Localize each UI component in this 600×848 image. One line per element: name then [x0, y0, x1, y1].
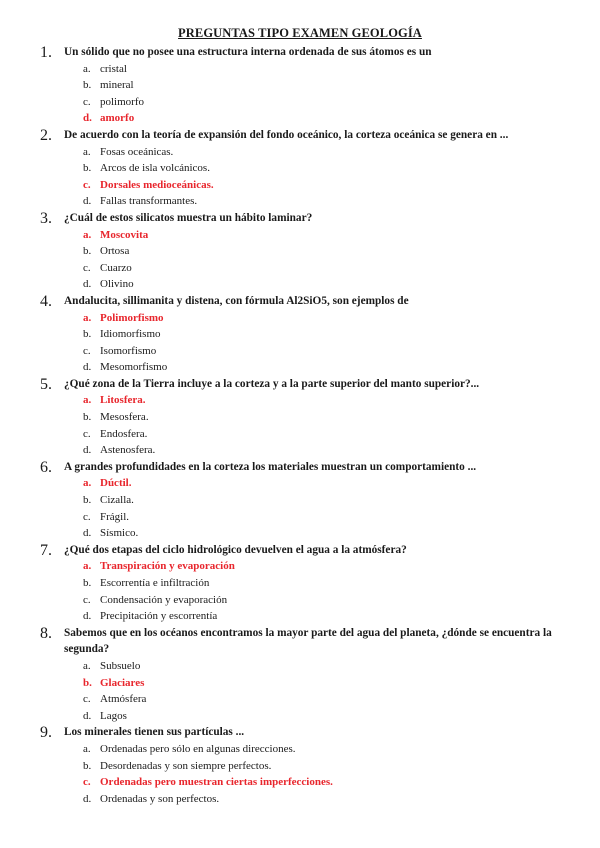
answer-option	[0, 193, 600, 210]
answer-option-correct	[0, 774, 600, 791]
option-text: Atmósfera	[100, 693, 147, 706]
question-text: ¿Cuál de estos silicatos muestra un hábito laminar?	[64, 211, 313, 224]
answer-option	[0, 691, 600, 708]
option-text: amorfo	[100, 112, 135, 125]
option-letter: c.	[83, 427, 91, 440]
option-letter: b.	[83, 577, 92, 589]
option-letter: c.	[83, 344, 91, 357]
answer-option-correct	[0, 110, 600, 127]
question-number: 4.	[40, 292, 52, 310]
answer-option	[0, 791, 600, 808]
option-letter: c.	[83, 693, 91, 706]
option-letter: c.	[83, 510, 91, 523]
option-text: Fallas transformantes.	[100, 195, 198, 208]
answer-option	[0, 426, 600, 443]
answer-option-correct	[0, 392, 600, 409]
option-letter: a.	[83, 394, 92, 407]
question-item	[0, 210, 600, 293]
question-text: Un sólido que no posee una estructura interna ordenada de sus átomos es un	[64, 46, 432, 58]
option-text: Astenosfera.	[100, 444, 156, 457]
option-letter: b.	[83, 79, 92, 92]
answer-option	[0, 442, 600, 459]
option-text: cristal	[100, 62, 127, 75]
answer-option	[0, 575, 600, 592]
answer-option	[0, 509, 600, 526]
option-letter: b.	[83, 759, 92, 772]
option-letter: a.	[83, 311, 92, 324]
option-letter: a.	[83, 477, 92, 490]
option-text: Cuarzo	[100, 261, 132, 274]
page-title: PREGUNTAS TIPO EXAMEN GEOLOGÍA	[178, 26, 422, 40]
question-item	[0, 542, 600, 625]
option-text: Idiomorfismo	[100, 328, 161, 341]
question-number: 6.	[40, 458, 52, 476]
question-text: De acuerdo con la teoría de expansión del fondo oceánico, la corteza oceánica se genera en ...	[64, 128, 509, 141]
question-text: Los minerales tienen sus partículas ...	[64, 726, 245, 739]
answer-option	[0, 359, 600, 376]
option-text: Subsuelo	[100, 659, 141, 672]
question-text: ¿Qué dos etapas del ciclo hidrológico devuelven el agua a la atmósfera?	[64, 543, 407, 556]
option-text: Condensación y evaporación	[100, 593, 228, 606]
option-text: Isomorfismo	[100, 344, 157, 357]
option-text: Ordenadas pero muestran ciertas imperfecciones.	[100, 776, 333, 789]
option-text: Mesosfera.	[100, 411, 149, 424]
option-letter: d.	[83, 527, 92, 540]
answer-option	[0, 243, 600, 260]
answer-option	[0, 409, 600, 426]
answer-option	[0, 492, 600, 509]
option-text: Litosfera.	[100, 394, 146, 407]
option-text: Frágil.	[100, 510, 130, 523]
option-text: Ordenadas y son perfectos.	[100, 792, 220, 805]
option-letter: a.	[83, 145, 91, 158]
question-number: 9.	[40, 724, 52, 742]
option-letter: d.	[83, 278, 92, 291]
option-letter: b.	[83, 676, 92, 689]
option-letter: b.	[83, 162, 92, 175]
question-text: Andalucita, sillimanita y distena, con fórmula Al2SiO5, son ejemplos de	[64, 294, 409, 307]
option-text: Moscovita	[100, 228, 149, 241]
option-letter: c.	[83, 178, 91, 191]
option-letter: a.	[83, 228, 92, 241]
answer-option	[0, 260, 600, 277]
answer-option	[0, 144, 600, 161]
question-number: 2.	[40, 126, 52, 144]
option-letter: c.	[83, 95, 91, 108]
answer-option	[0, 77, 600, 94]
option-text: Ortosa	[100, 245, 130, 258]
option-text: Endosfera.	[100, 427, 148, 440]
question-item	[0, 724, 600, 807]
option-text: Desordenadas y son siempre perfectos.	[100, 759, 272, 772]
option-text: mineral	[100, 79, 134, 92]
option-text: Cizalla.	[100, 494, 134, 507]
question-list	[0, 44, 600, 807]
answer-option	[0, 94, 600, 111]
option-text: Sísmico.	[100, 527, 139, 540]
answer-option	[0, 160, 600, 177]
answer-option	[0, 658, 600, 675]
question-number: 7.	[40, 541, 52, 559]
option-text: Fosas oceánicas.	[100, 145, 174, 158]
question-number: 3.	[40, 209, 52, 227]
option-text: Lagos	[100, 709, 127, 722]
option-letter: c.	[83, 593, 91, 606]
answer-option	[0, 741, 600, 758]
question-text: Sabemos que en los océanos encontramos la mayor parte del agua del planeta, ¿dónde se encuentra la segunda?	[64, 626, 552, 656]
option-text: Transpiración y evaporación	[100, 560, 235, 573]
option-text: Arcos de isla volcánicos.	[100, 162, 210, 175]
option-text: Mesomorfismo	[100, 361, 168, 374]
answer-option-correct	[0, 558, 600, 575]
question-item	[0, 625, 600, 725]
option-text: Dorsales medioceánicas.	[100, 178, 214, 191]
option-letter: b.	[83, 494, 92, 507]
option-letter: d.	[83, 792, 92, 805]
question-item	[0, 459, 600, 542]
option-letter: b.	[83, 411, 92, 424]
question-number: 8.	[40, 624, 52, 642]
answer-option	[0, 608, 600, 625]
answer-option	[0, 758, 600, 775]
option-letter: b.	[83, 328, 92, 341]
question-text: ¿Qué zona de la Tierra incluye a la corteza y a la parte superior del manto superior?...	[64, 377, 480, 390]
question-item	[0, 127, 600, 210]
option-text: polimorfo	[100, 95, 144, 108]
answer-option	[0, 326, 600, 343]
answer-option	[0, 592, 600, 609]
answer-option	[0, 343, 600, 360]
option-letter: d.	[83, 361, 92, 374]
option-letter: d.	[83, 444, 92, 457]
answer-option	[0, 525, 600, 542]
option-letter: a.	[83, 62, 91, 75]
answer-option	[0, 708, 600, 725]
question-item	[0, 376, 600, 459]
option-letter: d.	[83, 112, 92, 125]
answer-option-correct	[0, 177, 600, 194]
option-text: Ordenadas pero sólo en algunas direcciones.	[100, 742, 296, 755]
question-item	[0, 293, 600, 376]
option-text: Escorrentía e infiltración	[100, 577, 210, 589]
option-text: Olivino	[100, 278, 134, 291]
answer-option-correct	[0, 310, 600, 327]
option-text: Precipitación y escorrentía	[100, 610, 218, 623]
answer-option	[0, 61, 600, 78]
option-text: Polimorfismo	[100, 311, 164, 324]
option-letter: c.	[83, 776, 91, 789]
answer-option-correct	[0, 675, 600, 692]
question-text: A grandes profundidades en la corteza los materiales muestran un comportamiento ...	[64, 460, 477, 473]
question-number: 5.	[40, 375, 52, 393]
option-letter: c.	[83, 261, 91, 274]
option-text: Dúctil.	[100, 477, 132, 490]
question-item	[0, 44, 600, 127]
option-letter: d.	[83, 709, 92, 722]
option-letter: a.	[83, 659, 91, 672]
question-number: 1.	[40, 44, 52, 61]
answer-option-correct	[0, 227, 600, 244]
option-letter: a.	[83, 742, 91, 755]
answer-option	[0, 276, 600, 293]
option-letter: d.	[83, 195, 92, 208]
answer-option-correct	[0, 475, 600, 492]
option-letter: b.	[83, 245, 92, 258]
option-text: Glaciares	[100, 676, 145, 689]
option-letter: d.	[83, 610, 92, 623]
option-letter: a.	[83, 560, 92, 573]
